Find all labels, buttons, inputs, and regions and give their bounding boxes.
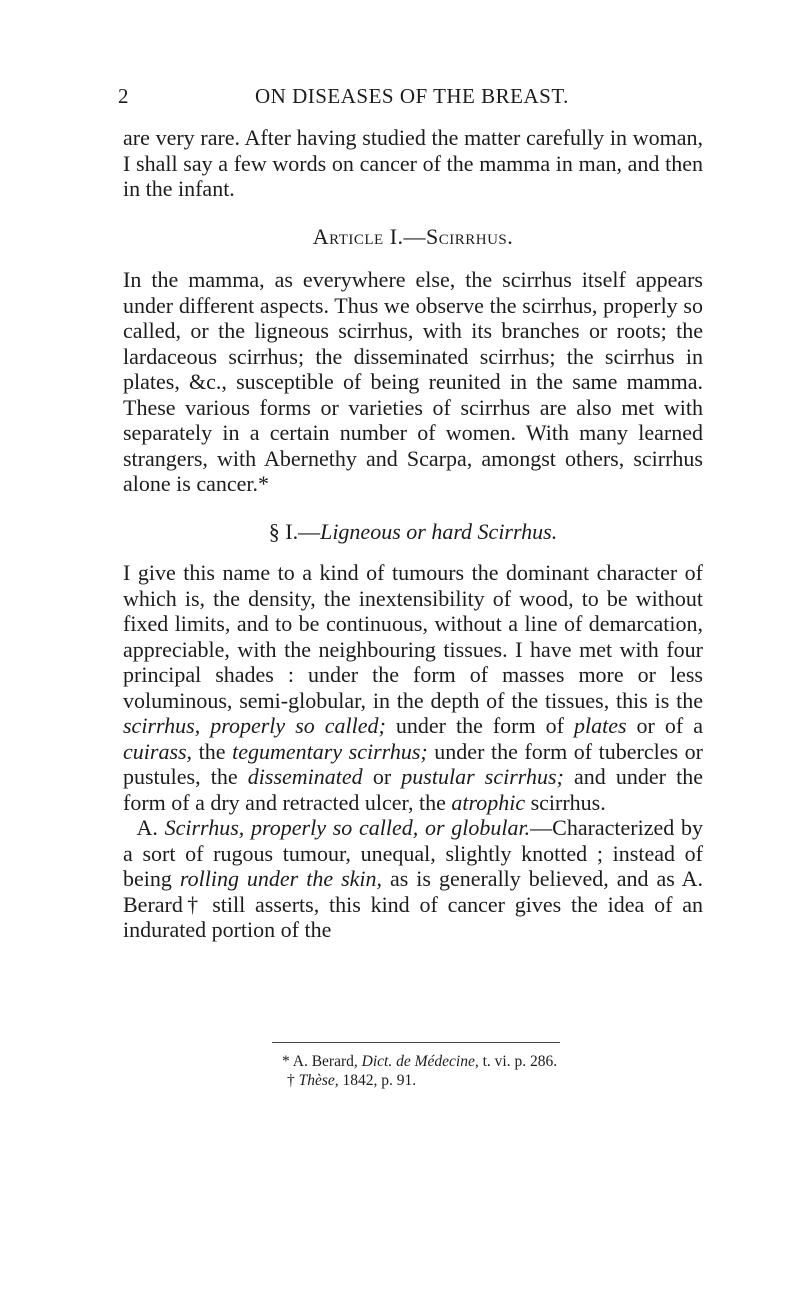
footnote-divider	[272, 1042, 560, 1043]
text-run: or	[362, 764, 402, 789]
footnotes	[282, 1052, 557, 1090]
body-text	[123, 125, 703, 943]
italic-run: rolling under the skin,	[179, 866, 383, 891]
paragraph-globular	[123, 815, 703, 943]
text-run: —Characterized by a sort of rugous tumour, unequal, slightly knotted ; instead of being	[123, 815, 704, 891]
paragraph-scirrhus-forms: In the mamma, as everywhere else, the scirrhus itself appears under different aspects. Thus we observe the scirrhus, properly so called, or the ligneous scirrhus, with its branches or roots; the lardaceous scirrhus; the disseminated scirrhus; the scirrhus in plates, &c., susceptible of being reunited in the same mamma. These various forms or varieties of scirrhus are also met with separately in a certain number of women. With many learned strangers, with Abernethy and Scarpa, amongst others, scirrhus alone is cancer.*	[123, 267, 703, 496]
italic-run: atrophic	[451, 789, 526, 815]
footnote-text: 1842, p. 91.	[338, 1072, 417, 1089]
footnote-2	[282, 1071, 557, 1090]
text-run: I give this name to a kind of tumours the dominant character of which is, the density, the inextensibility of wood, to be without fixed limits, and to be continuous, without a line of demarcation, appreciable, with the neighbouring tissues. I have met with four principal shades : under the form of masses more or less voluminous, semi-globular, in the depth of the tissues, this is the	[123, 560, 703, 713]
italic-run: cuirass,	[123, 738, 193, 764]
italic-run: Scirrhus, properly so called, or globular.	[164, 815, 531, 840]
section-heading-prefix: § I.—	[268, 518, 321, 544]
text-run: scirrhus.	[525, 789, 606, 815]
article-heading: Article I.—Scirrhus.	[312, 223, 514, 249]
italic-run: plates	[573, 713, 627, 738]
footnote-text: t. vi. p. 286.	[478, 1053, 558, 1070]
footnote-italic: Dict. de Médecine,	[361, 1053, 479, 1070]
footnote-text: †	[287, 1072, 299, 1089]
footnote-1	[282, 1052, 557, 1071]
section-heading-title: Ligneous or hard Scirrhus.	[320, 518, 558, 544]
italic-run: tegumentary scirrhus;	[232, 738, 428, 764]
opening-paragraph: are very rare. After having studied the matter carefully in woman, I shall say a few words on cancer of the mamma in man, and then in the infant.	[123, 125, 703, 201]
text-run: and under the form of a dry and retracted ulcer, the	[123, 764, 704, 815]
text-run: under the form of	[385, 713, 574, 738]
text-run: as is generally believed, and as A. Berard† still asserts, this kind of cancer gives the idea of an indurated portion of the	[123, 866, 703, 942]
page-number: 2	[118, 84, 129, 108]
text-run: A.	[136, 815, 165, 840]
italic-run: disseminated	[247, 764, 363, 789]
footnote-text: * A. Berard,	[282, 1053, 362, 1070]
paragraph-ligneous	[123, 560, 703, 815]
footnote-italic: Thèse,	[298, 1072, 339, 1089]
italic-run: scirrhus, properly so called;	[123, 713, 386, 738]
text-run: or of a	[626, 713, 703, 738]
italic-run: pustular scirrhus;	[401, 764, 564, 789]
running-head: ON DISEASES OF THE BREAST.	[255, 84, 569, 108]
section-heading	[123, 519, 703, 545]
text-run: under the form of tubercles or pustules, the	[123, 738, 703, 789]
text-run: the	[192, 738, 233, 764]
